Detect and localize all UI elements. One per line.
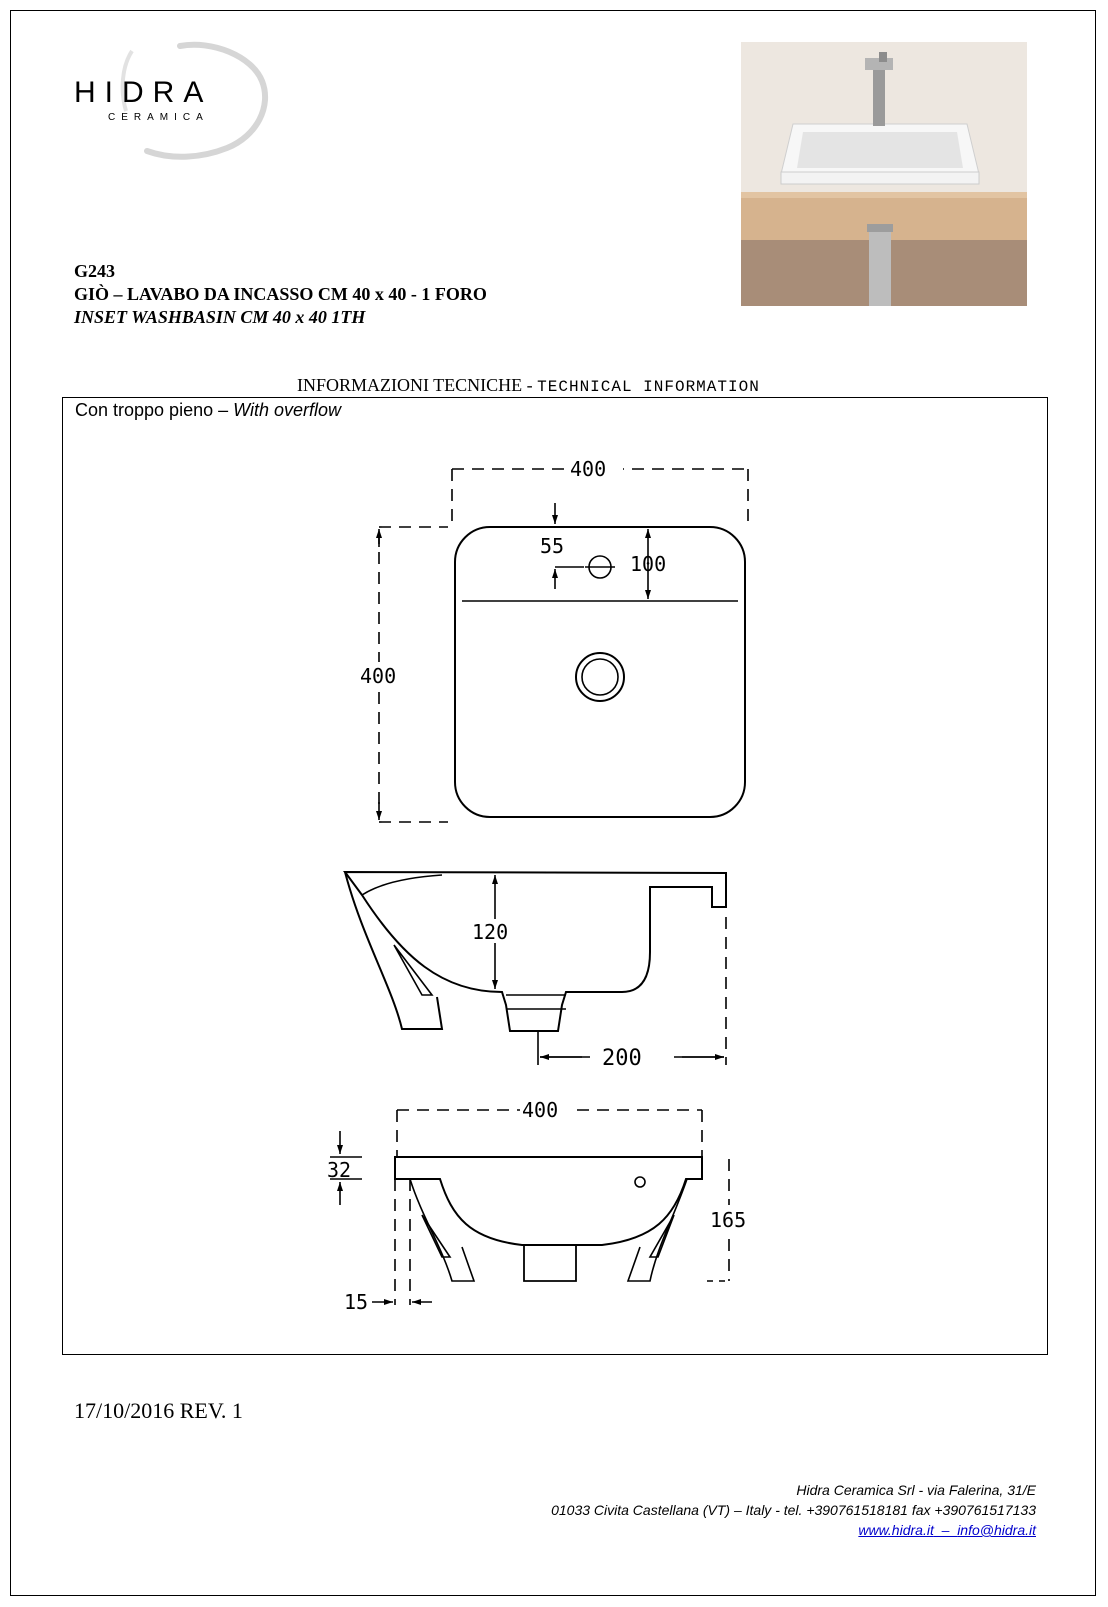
tech-heading-en: TECHNICAL INFORMATION — [537, 378, 760, 396]
revision-date: 17/10/2016 REV. 1 — [74, 1398, 243, 1423]
email-link[interactable]: info@hidra.it — [957, 1522, 1036, 1538]
overflow-label-it: Con troppo pieno – — [75, 400, 234, 420]
tech-heading-it: INFORMAZIONI TECNICHE - — [297, 375, 538, 395]
footer-links — [551, 1520, 1036, 1540]
overflow-label-en: With overflow — [233, 400, 341, 420]
dim-rim: 32 — [327, 1158, 352, 1182]
hidra-logo — [62, 36, 282, 166]
dim-top-depth: 400 — [360, 664, 397, 688]
dim-overflow-depth: 100 — [630, 552, 667, 576]
product-title-it: GIÒ – LAVABO DA INCASSO CM 40 x 40 - 1 FORO — [74, 284, 487, 304]
dim-side-depth: 120 — [472, 920, 509, 944]
product-photo — [741, 42, 1027, 306]
link-separator: – — [933, 1522, 958, 1538]
logo-name: HIDRA — [74, 76, 213, 109]
front-section-view — [327, 1097, 754, 1314]
dim-height: 165 — [710, 1208, 747, 1232]
footer-address: Hidra Ceramica Srl - via Falerina, 31/E — [796, 1482, 1036, 1498]
product-code: G243 — [74, 261, 116, 281]
company-footer — [551, 1480, 1036, 1540]
technical-drawings — [62, 397, 1048, 1355]
dim-top-width: 400 — [570, 457, 607, 481]
side-section-view — [345, 872, 726, 1071]
footer-contact: 01033 Civita Castellana (VT) – Italy - tel. +390761518181 fax +390761517133 — [551, 1502, 1036, 1518]
product-title-en: INSET WASHBASIN CM 40 x 40 1TH — [74, 307, 366, 327]
dim-tap-offset: 55 — [540, 534, 565, 558]
logo-sub: CERAMICA — [108, 112, 209, 123]
dim-side-drain: 200 — [602, 1046, 642, 1071]
tech-heading — [297, 375, 760, 396]
website-link[interactable]: www.hidra.it — [858, 1522, 934, 1538]
dim-wall: 15 — [344, 1290, 369, 1314]
dim-front-width: 400 — [522, 1098, 559, 1122]
top-view — [360, 455, 748, 822]
